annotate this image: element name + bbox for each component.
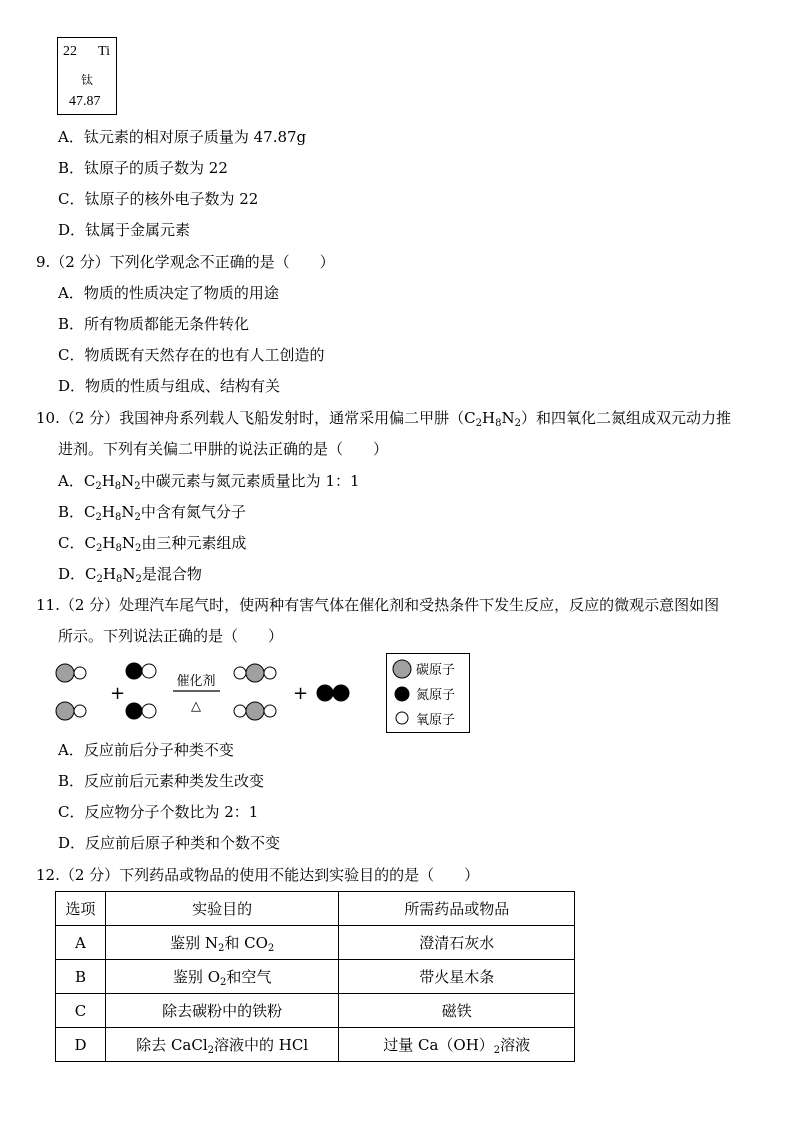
q8-option-b: B．钛原子的质子数为 22: [58, 159, 228, 177]
heat-symbol: △: [191, 699, 201, 714]
oxygen-atom: [142, 704, 156, 718]
q8-option-a: A．钛元素的相对原子质量为 47.87g: [58, 128, 307, 146]
q11-option-a: A．反应前后分子种类不变: [58, 741, 234, 759]
carbon-legend-icon: [393, 660, 411, 678]
header-reagent: 所需药品或物品: [339, 892, 575, 926]
atomic-number: 22: [63, 44, 77, 59]
table-row: [56, 994, 575, 1028]
table-row: [56, 960, 575, 994]
carbon-atom: [246, 702, 264, 720]
q11-option-b: B．反应前后元素种类发生改变: [58, 772, 265, 790]
oxygen-atom: [264, 705, 276, 717]
nitrogen-atom: [333, 685, 349, 701]
q9-option-c: C．物质既有天然存在的也有人工创造的: [58, 346, 325, 364]
q10-stem: 10.（2 分）我国神舟系列载人飞船发射时，通常采用偏二甲肼$(C_2H_8N_2)$和四氧化二氮组成双元动力推: [36, 409, 732, 429]
catalyst-label: 催化剂: [176, 674, 216, 689]
row-option: C: [56, 994, 106, 1028]
row-reagent: 过量 $Ca(OH)_2$溶液: [339, 1028, 575, 1062]
q11-stem-line2: 所示。下列说法正确的是（ ）: [58, 627, 284, 645]
plus-sign: +: [110, 683, 126, 704]
q12-table: [55, 891, 575, 1062]
q9-stem: 9.（2 分）下列化学观念不正确的是（ ）: [36, 253, 335, 271]
row-purpose: 除去 CaCl$_2$溶液中的 HCl: [105, 1028, 339, 1062]
header-purpose: 实验目的: [105, 892, 339, 926]
q9-option-d: D．物质的性质与组成、结构有关: [58, 377, 281, 395]
q9-option-b: B．所有物质都能无条件转化: [58, 315, 250, 333]
q10-stem-line2: 进剂。下列有关偏二甲肼的说法正确的是（ ）: [58, 440, 389, 458]
table-header-row: [56, 892, 575, 926]
titanium-element-card: [57, 37, 117, 115]
nitrogen-atom: [126, 703, 142, 719]
co2-molecule: [234, 664, 276, 682]
q10-option-b: B．$C_2H_8N_2$中含有氮气分子: [58, 503, 246, 523]
nitrogen-legend-icon: [395, 687, 409, 701]
no-molecule: [126, 663, 156, 679]
carbon-atom: [246, 664, 264, 682]
header-option: 选项: [56, 892, 106, 926]
row-option: B: [56, 960, 106, 994]
legend-nitrogen: 氮原子: [416, 688, 456, 703]
q10-option-a: A．$C_2H_8N_2$中碳元素与氮元素质量比为 1：1: [58, 472, 360, 492]
q11-stem: 11.（2 分）处理汽车尾气时，使两种有害气体在催化剂和受热条件下发生反应，反应的微观示意图如图: [36, 596, 720, 614]
carbon-atom: [56, 702, 74, 720]
q11-option-c: C．反应物分子个数比为 2：1: [58, 803, 259, 821]
oxygen-atom: [234, 667, 246, 679]
oxygen-atom: [74, 705, 86, 717]
row-option: A: [56, 926, 106, 960]
row-reagent: 磁铁: [339, 994, 575, 1028]
n2-molecule: [317, 685, 349, 701]
nitrogen-atom: [317, 685, 333, 701]
co2-molecule: [234, 702, 276, 720]
row-reagent: 澄清石灰水: [339, 926, 575, 960]
no-molecule: [126, 703, 156, 719]
formula-c2h8n2: $C_2H_8N_2$: [464, 409, 521, 429]
q8-option-c: C．钛原子的核外电子数为 22: [58, 190, 259, 208]
q10-option-c: C．$C_2H_8N_2$由三种元素组成: [58, 534, 247, 554]
atom-legend: [386, 653, 470, 733]
q8-option-d: D．钛属于金属元素: [58, 221, 191, 239]
co-molecule: [56, 664, 86, 682]
legend-oxygen: 氧原子: [416, 713, 456, 728]
oxygen-atom: [234, 705, 246, 717]
plus-sign: +: [293, 683, 309, 704]
nitrogen-atom: [126, 663, 142, 679]
row-reagent: 带火星木条: [339, 960, 575, 994]
element-name: 钛: [80, 73, 93, 87]
q11-option-d: D．反应前后原子种类和个数不变: [58, 834, 281, 852]
table-row: [56, 926, 575, 960]
co-molecule: [56, 702, 86, 720]
legend-carbon: 碳原子: [416, 663, 456, 678]
carbon-atom: [56, 664, 74, 682]
row-purpose: 鉴别 $N_2$和 $CO_2$: [105, 926, 339, 960]
oxygen-legend-icon: [396, 712, 408, 724]
oxygen-atom: [264, 667, 276, 679]
table-row: [56, 1028, 575, 1062]
q12-stem: 12.（2 分）下列药品或物品的使用不能达到实验目的的是（ ）: [36, 866, 480, 884]
atomic-mass: 47.87: [69, 94, 101, 109]
q9-option-a: A．物质的性质决定了物质的用途: [58, 284, 279, 302]
row-purpose: 鉴别 $O_2$和空气: [105, 960, 339, 994]
oxygen-atom: [142, 664, 156, 678]
row-purpose: 除去碳粉中的铁粉: [105, 994, 339, 1028]
oxygen-atom: [74, 667, 86, 679]
element-symbol: Ti: [98, 44, 110, 59]
row-option: D: [56, 1028, 106, 1062]
q10-option-d: D．$C_2H_8N_2$是混合物: [58, 565, 202, 585]
